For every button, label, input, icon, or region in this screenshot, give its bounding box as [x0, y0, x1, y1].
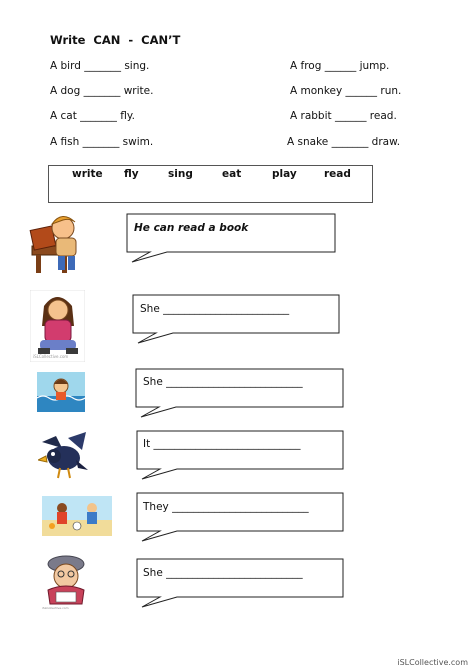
word-bank-item: read [324, 168, 351, 180]
sentence-dog: A dog _______ write. [50, 85, 154, 97]
picture-watermark: iSLCollective.com [42, 606, 69, 610]
worksheet-title: Write CAN - CAN’T [50, 33, 181, 47]
picture-watermark: iSLCollective.com [33, 354, 69, 359]
bubble-text-1: He can read a book [134, 222, 249, 234]
bubble-text-2[interactable]: She ________________________ [140, 303, 290, 315]
sentence-snake: A snake _______ draw. [287, 136, 401, 148]
sentence-monkey: A monkey ______ run. [290, 85, 402, 97]
word-bank-item: eat [222, 168, 242, 180]
sentence-rabbit: A rabbit ______ read. [290, 110, 397, 122]
word-bank-item: sing [168, 168, 193, 180]
sentence-cat: A cat _______ fly. [50, 110, 135, 122]
word-bank-item: fly [124, 168, 139, 180]
footer-watermark: iSLCollective.com [397, 658, 468, 667]
bubble-text-4[interactable]: It ____________________________ [143, 438, 301, 450]
bubble-text-5[interactable]: They __________________________ [143, 501, 309, 513]
word-bank-item: write [72, 168, 103, 180]
sentence-bird: A bird _______ sing. [50, 60, 150, 72]
bubble-text-3[interactable]: She __________________________ [143, 376, 303, 388]
sentence-frog: A frog ______ jump. [290, 60, 390, 72]
bubble-text-6[interactable]: She __________________________ [143, 567, 303, 579]
word-bank-item: play [272, 168, 297, 180]
sentence-fish: A fish _______ swim. [50, 136, 154, 148]
